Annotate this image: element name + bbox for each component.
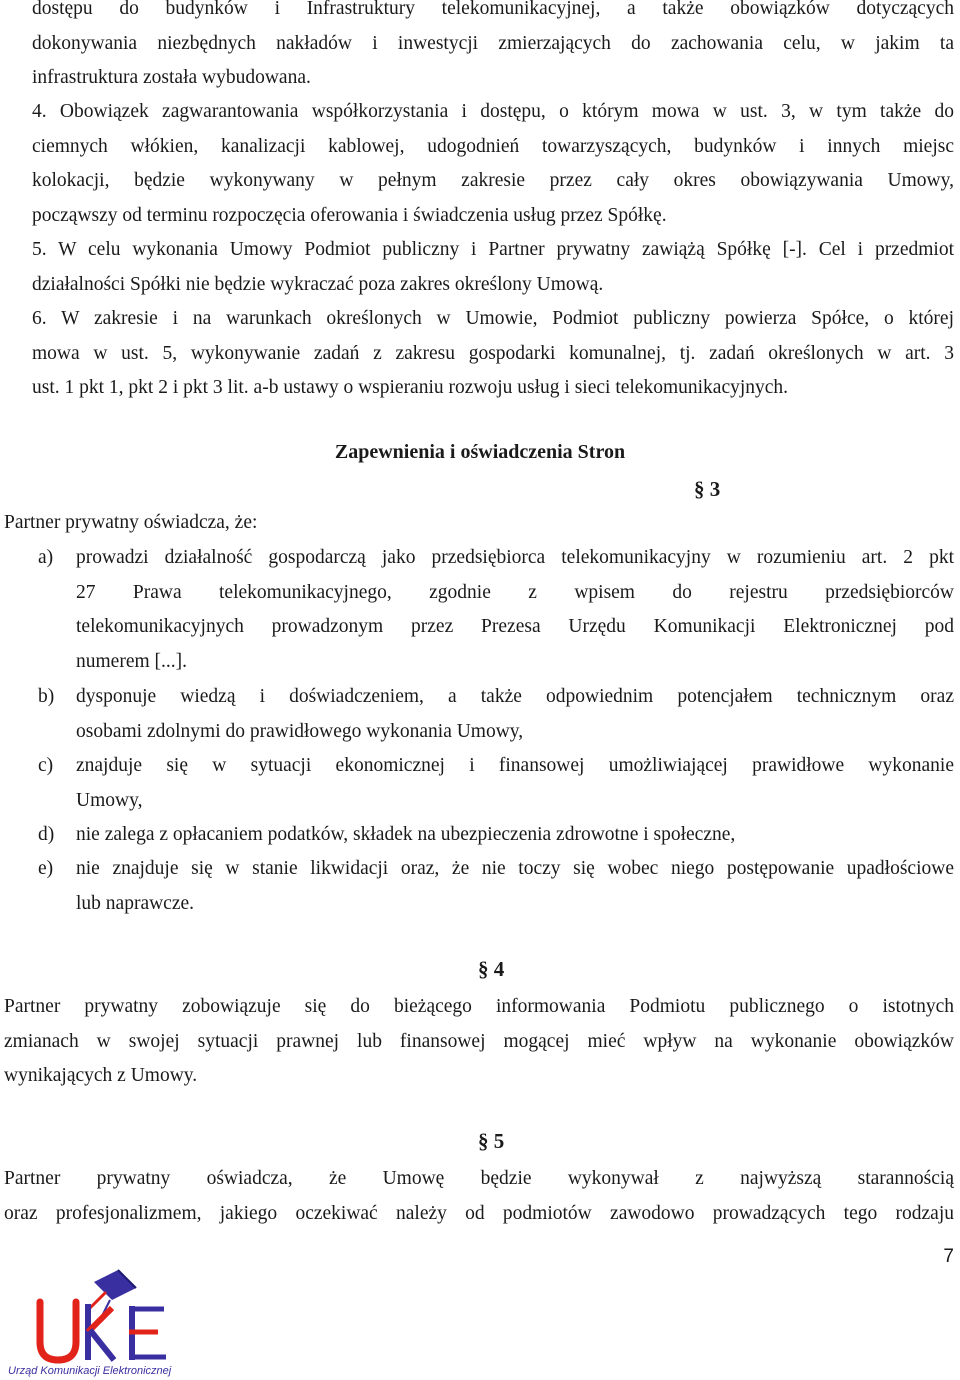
text-line: 27 Prawa telekomunikacyjnego, zgodnie z wpisem do rejestru przedsiębiorców [76, 581, 954, 603]
text-line: Partner prywatny oświadcza, że Umowę będzie wykonywał z najwyższą starannością [4, 1168, 954, 1189]
paragraph-5 [4, 1162, 954, 1231]
text-line: oraz profesjonalizmem, jakiego oczekiwać należy od podmiotów zawodowo prowadzących tego rodzaju [4, 1202, 954, 1224]
paragraph-mark-4: § 4 [478, 957, 505, 981]
text-line: nie znajduje się w stanie likwidacji oraz, że nie toczy się wobec niego postępowanie upadłościowe [76, 858, 954, 879]
list-text [76, 680, 954, 749]
text-line: numerem [...]. [76, 650, 188, 672]
list-label: d) [38, 824, 55, 845]
item-4 [32, 95, 954, 233]
list-label: e) [38, 858, 54, 879]
text-line: infrastruktura została wybudowana. [32, 67, 311, 88]
text-line: prowadzi działalność gospodarczą jako przedsiębiorca telekomunikacyjny w rozumieniu art. 2 pkt [76, 547, 954, 568]
page-number: 7 [943, 1246, 954, 1267]
text-line: dysponuje wiedzą i doświadczeniem, a także odpowiednim potencjałem technicznym oraz [76, 686, 954, 707]
text-line: zmianach w swojej sytuacji prawnej lub finansowej mogącej mieć wpływ na wykonanie obowiązków [4, 1030, 954, 1052]
text-line: 6. W zakresie i na warunkach określonych w Umowie, Podmiot publiczny powierza Spółce, o której [32, 308, 954, 329]
text-line: dostępu do budynków i Infrastruktury telekomunikacyjnej, a także obowiązków dotyczących [32, 0, 954, 19]
text-line: 4. Obowiązek zagwarantowania współkorzystania i dostępu, o którym mowa w ust. 3, w tym także do [32, 101, 954, 122]
text-line: ciemnych włókien, kanalizacji kablowej, udogodnień towarzyszących, budynków i innych miejsc [32, 135, 954, 157]
paragraph-mark-3: § 3 [694, 477, 721, 501]
text-line: lub naprawcze. [76, 892, 195, 914]
text-line: znajduje się w sytuacji ekonomicznej i finansowej umożliwiającej prawidłowe wykonanie [76, 755, 954, 776]
text-line: kolokacji, będzie wykonywany w pełnym zakresie przez cały okres obowiązywania Umowy, [32, 170, 954, 191]
text-line: ust. 1 pkt 1, pkt 2 i pkt 3 lit. a-b ustawy o wspieraniu rozwoju usług i sieci telekomunikacyjnych. [32, 377, 789, 398]
list-text [76, 749, 954, 818]
logo-caption: Urząd Komunikacji Elektronicznej [8, 1365, 172, 1377]
logo-letter-u [40, 1302, 76, 1360]
text-line: osobami zdolnymi do prawidłowego wykonania Umowy, [76, 720, 524, 742]
text-line: nie zalega z opłacaniem podatków, składek na ubezpieczenia zdrowotne i społeczne, [76, 824, 736, 845]
list-label: b) [38, 686, 55, 707]
logo-letter-e [129, 1306, 166, 1360]
text-line: działalności Spółki nie będzie wykraczać poza zakres określony Umową. [32, 273, 604, 295]
par3-intro: Partner prywatny oświadcza, że: [4, 512, 258, 533]
text-line: 5. W celu wykonania Umowy Podmiot publiczny i Partner prywatny zawiążą Spółkę [-]. Cel i przedmiot [32, 239, 954, 260]
text-line: Partner prywatny zobowiązuje się do bieżącego informowania Podmiotu publicznego o istotnych [4, 996, 954, 1017]
list-text [76, 541, 954, 679]
text-line: wynikających z Umowy. [4, 1065, 198, 1086]
list-text [76, 852, 954, 921]
list-text [76, 818, 954, 853]
text-line: dokonywania niezbędnych nakładów i inwestycji zmierzających do zachowania celu, w jakim ta [32, 32, 954, 54]
list-label: c) [38, 755, 54, 776]
logo-letter-k [88, 1304, 114, 1360]
item-6 [32, 302, 954, 406]
section-heading: Zapewnienia i oświadczenia Stron [334, 441, 626, 463]
paragraph-mark-5: § 5 [478, 1129, 505, 1153]
uke-logo [6, 1266, 186, 1378]
text-line: Umowy, [76, 789, 143, 811]
paragraph-4 [4, 990, 954, 1094]
item-5 [32, 233, 954, 302]
text-line: telekomunikacyjnych prowadzonym przez Prezesa Urzędu Komunikacji Elektronicznej pod [76, 616, 954, 637]
list-label: a) [38, 547, 54, 568]
paragraph-continuation [32, 0, 954, 96]
text-line: począwszy od terminu rozpoczęcia oferowania i świadczenia usług przez Spółkę. [32, 204, 667, 226]
text-line: mowa w ust. 5, wykonywanie zadań z zakresu gospodarki komunalnej, tj. zadań określonych w art. 3 [32, 342, 954, 364]
